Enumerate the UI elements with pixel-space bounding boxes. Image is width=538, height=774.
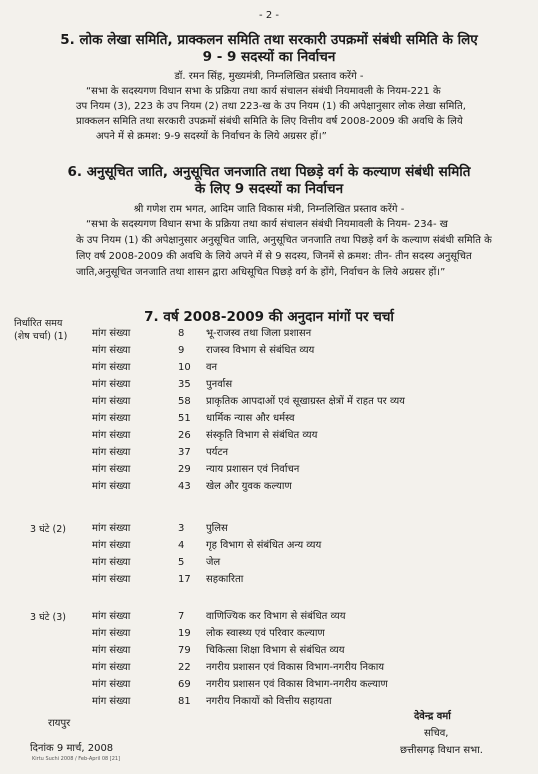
demand-row — [92, 554, 432, 571]
section-5-motion-line-3: प्राक्कलन समिति तथा सरकारी उपक्रमों संबंधी समिति के लिए वित्तीय वर्ष 2008-2009 की अवधि के लिये — [76, 116, 463, 127]
demand-number: 8 — [178, 328, 185, 339]
group-3-time: 3 घंटे (3) — [30, 612, 66, 623]
demand-row — [92, 520, 432, 537]
demand-description: वन — [206, 362, 218, 373]
demand-number: 17 — [178, 574, 191, 585]
demand-description: पर्यटन — [206, 447, 229, 458]
demand-description: जेल — [206, 557, 221, 568]
demand-row — [92, 461, 432, 478]
demand-number: 7 — [178, 611, 185, 622]
demand-number: 79 — [178, 645, 191, 656]
demand-number: 58 — [178, 396, 191, 407]
section-6-heading-line-1: 6. अनुसूचित जाति, अनुसूचित जनजाति तथा पिछड़े वर्ग के कल्याण संबंधी समिति — [67, 164, 471, 180]
demand-description: सहकारिता — [206, 574, 244, 585]
demand-label: मांग संख्या — [92, 696, 131, 707]
demand-row — [92, 571, 432, 588]
demand-number: 22 — [178, 662, 191, 673]
section-6-motion-line-4: जाति,अनुसूचित जनजाति तथा शासन द्वारा अधिसूचित पिछड़े वर्ग के होंगे, निर्वाचन के लिये अग्रसर हों।” — [76, 267, 446, 278]
demand-number: 26 — [178, 430, 191, 441]
section-6-heading-line-2: के लिए 9 सदस्यों का निर्वाचन — [194, 181, 344, 197]
signatory-title: सचिव, — [424, 728, 449, 739]
footer-place: रायपुर — [48, 718, 71, 729]
demand-number: 37 — [178, 447, 191, 458]
demand-row — [92, 478, 432, 495]
group-1-demand-list — [92, 325, 432, 495]
demand-label: मांग संख्या — [92, 628, 131, 639]
footer-print-ref: Kirtu Suchi 2008 / Feb-April 08 [21] — [32, 756, 121, 762]
footer-date: दिनांक 9 मार्च, 2008 — [30, 743, 114, 754]
section-6-speaker: श्री गणेश राम भगत, आदिम जाति विकास मंत्री, निम्नलिखित प्रस्ताव करेंगे - — [133, 204, 405, 215]
demand-number: 35 — [178, 379, 191, 390]
demand-row — [92, 376, 432, 393]
demand-number: 9 — [178, 345, 185, 356]
demand-label: मांग संख्या — [92, 362, 131, 373]
demand-row — [92, 642, 432, 659]
demand-label: मांग संख्या — [92, 540, 131, 551]
demand-label: मांग संख्या — [92, 345, 131, 356]
demand-number: 4 — [178, 540, 185, 551]
demands-heading: 7. वर्ष 2008-2009 की अनुदान मांगों पर चर्चा — [144, 309, 394, 325]
demand-row — [92, 537, 432, 554]
section-6-motion-line-1: “सभा के सदस्यगण विधान सभा के प्रक्रिया तथा कार्य संचालन संबंधी नियमावली के नियम- 234- ख — [86, 219, 448, 230]
section-5-motion-line-4: अपने में से क्रमश: 9-9 सदस्यों के निर्वाचन के लिये अग्रसर हों।” — [96, 131, 327, 142]
section-6-motion-line-3: लिए वर्ष 2008-2009 की अवधि के लिये अपने में से 9 सदस्य, जिनमें से क्रमश: तीन- तीन सदस्य अनुसूचित — [76, 251, 472, 262]
demand-number: 5 — [178, 557, 185, 568]
demand-description: गृह विभाग से संबंधित अन्य व्यय — [206, 540, 322, 551]
demand-label: मांग संख्या — [92, 574, 131, 585]
signatory-name: देवेन्द्र वर्मा — [414, 711, 451, 722]
demand-row — [92, 359, 432, 376]
demand-row — [92, 693, 432, 710]
section-5-motion-line-1: “सभा के सदस्यगण विधान सभा के प्रक्रिया तथा कार्य संचालन संबंधी नियमावली के नियम-221 के — [86, 86, 441, 97]
demand-description: खेल और युवक कल्याण — [206, 481, 292, 492]
demand-label: मांग संख्या — [92, 611, 131, 622]
demand-number: 3 — [178, 523, 185, 534]
section-5-speaker: डॉ. रमन सिंह, मुख्यमंत्री, निम्नलिखित प्रस्ताव करेंगे - — [174, 71, 364, 82]
demand-row — [92, 444, 432, 461]
demand-row — [92, 427, 432, 444]
demand-label: मांग संख्या — [92, 464, 131, 475]
demand-number: 29 — [178, 464, 191, 475]
group-1-time-line-2: (शेष चर्चा) (1) — [14, 331, 68, 342]
demand-label: मांग संख्या — [92, 557, 131, 568]
demand-description: न्याय प्रशासन एवं निर्वाचन — [206, 464, 300, 475]
section-6-motion-line-2: के उप नियम (1) की अपेक्षानुसार अनुसूचित जाति, अनुसूचित जनजाति तथा पिछड़े वर्ग के कल्याण संबंधी समिति के — [76, 235, 492, 246]
demand-label: मांग संख्या — [92, 430, 131, 441]
demand-description: नगरीय निकायों को वित्तीय सहायता — [206, 696, 332, 707]
demand-number: 43 — [178, 481, 191, 492]
section-5-motion-line-2: उप नियम (3), 223 के उप नियम (2) तथा 223-ख के उप नियम (1) की अपेक्षानुसार लोक लेखा समिति, — [76, 101, 466, 112]
demand-number: 10 — [178, 362, 191, 373]
demand-description: पुनर्वास — [206, 379, 233, 390]
demand-label: मांग संख्या — [92, 645, 131, 656]
demand-description: वाणिज्यिक कर विभाग से संबंधित व्यय — [206, 611, 346, 622]
demand-row — [92, 676, 432, 693]
section-5-heading-line-2: 9 - 9 सदस्यों का निर्वाचन — [202, 49, 336, 65]
demand-description: नगरीय प्रशासन एवं विकास विभाग-नगरीय निकाय — [206, 662, 385, 673]
group-3-demand-list — [92, 608, 432, 710]
demand-label: मांग संख्या — [92, 413, 131, 424]
demand-row — [92, 393, 432, 410]
demand-description: नगरीय प्रशासन एवं विकास विभाग-नगरीय कल्याण — [206, 679, 388, 690]
demand-description: लोक स्वास्थ्य एवं परिवार कल्याण — [206, 628, 325, 639]
group-2-demand-list — [92, 520, 432, 588]
demand-number: 81 — [178, 696, 191, 707]
demand-number: 51 — [178, 413, 191, 424]
demand-label: मांग संख्या — [92, 481, 131, 492]
demand-row — [92, 608, 432, 625]
page-number: - 2 - — [259, 10, 279, 21]
demand-description: प्राकृतिक आपदाओं एवं सूखाग्रस्त क्षेत्रों में राहत पर व्यय — [206, 396, 405, 407]
demand-number: 69 — [178, 679, 191, 690]
demand-description: चिकित्सा शिक्षा विभाग से संबंधित व्यय — [206, 645, 345, 656]
demand-label: मांग संख्या — [92, 523, 131, 534]
demand-row — [92, 410, 432, 427]
demand-label: मांग संख्या — [92, 679, 131, 690]
section-5-heading-line-1: 5. लोक लेखा समिति, प्राक्कलन समिति तथा सरकारी उपक्रमों संबंधी समिति के लिए — [60, 32, 478, 48]
demand-label: मांग संख्या — [92, 662, 131, 673]
demand-description: राजस्व विभाग से संबंधित व्यय — [206, 345, 315, 356]
demand-description: भू-राजस्व तथा जिला प्रशासन — [206, 328, 312, 339]
demand-label: मांग संख्या — [92, 447, 131, 458]
signatory-organization: छत्तीसगढ़ विधान सभा. — [400, 745, 483, 756]
demand-label: मांग संख्या — [92, 328, 131, 339]
demand-label: मांग संख्या — [92, 396, 131, 407]
demand-description: धार्मिक न्यास और धर्मस्व — [206, 413, 295, 424]
demand-row — [92, 342, 432, 359]
demand-row — [92, 325, 432, 342]
demand-row — [92, 625, 432, 642]
demand-label: मांग संख्या — [92, 379, 131, 390]
demand-description: संस्कृति विभाग से संबंधित व्यय — [206, 430, 318, 441]
group-1-time-line-1: निर्धारित समय — [14, 318, 63, 329]
demand-row — [92, 659, 432, 676]
group-2-time: 3 घंटे (2) — [30, 524, 66, 535]
demand-description: पुलिस — [206, 523, 228, 534]
demand-number: 19 — [178, 628, 191, 639]
